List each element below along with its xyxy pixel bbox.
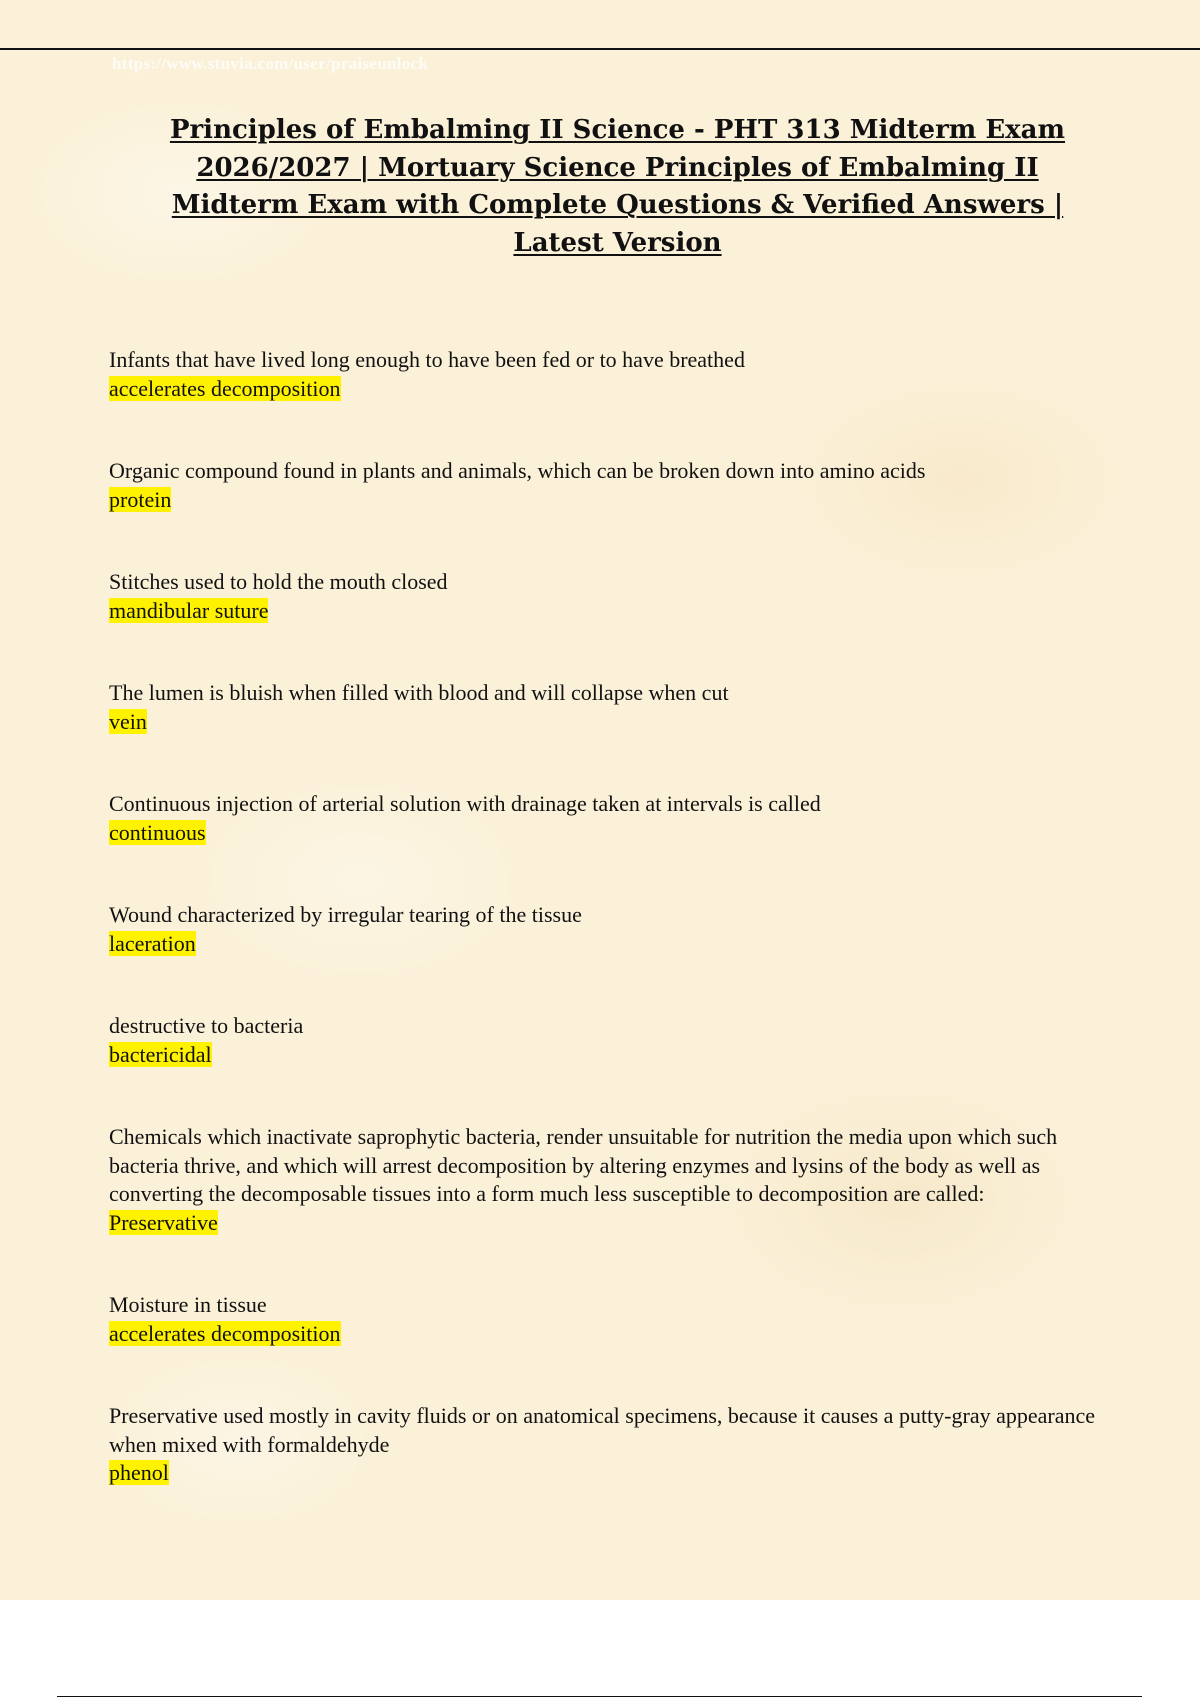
question-text: Wound characterized by irregular tearing of the tissue [109,902,582,927]
answer-highlight: protein [109,486,172,512]
document-title: Principles of Embalming II Science - PHT 313 Midterm Exam 2026/2027 | Mortuary Science Principles of Embalming II Midterm Exam with Complete Questions & Verified Answers | Latest Version [169,115,1066,258]
question-text: Chemicals which inactivate saprophytic bacteria, render unsuitable for nutrition the media upon which such bacteria thrive, and which will arrest decomposition by altering enzymes and lysins of the body as well as converting the decomposable tissues into a form much less susceptible to decomposition are called: [109,1124,1058,1206]
watermark-url: https://www.stuvia.com/user/praiseunlock [112,54,429,73]
question-text: Continuous injection of arterial solution with drainage taken at intervals is called [109,791,821,816]
answer-highlight: Preservative [109,1209,218,1235]
answer-highlight: bactericidal [109,1041,212,1067]
answer-highlight: laceration [109,930,196,956]
qa-item [109,790,1099,847]
header-divider [0,48,1200,50]
qa-item [109,346,1099,403]
answer-highlight: phenol [109,1460,169,1485]
question-text: Organic compound found in plants and animals, which can be broken down into amino acids [109,458,926,483]
qa-item [109,1012,1099,1069]
answer-highlight: accelerates decomposition [109,1320,341,1346]
answer-highlight: vein [109,708,147,734]
answer-highlight: mandibular suture [109,597,269,623]
question-text: Infants that have lived long enough to have been fed or to have breathed [109,347,745,372]
question-text: Stitches used to hold the mouth closed [109,569,448,594]
question-text: The lumen is bluish when filled with blood and will collapse when cut [109,680,729,705]
question-text: destructive to bacteria [109,1013,304,1038]
qa-item [109,679,1099,736]
qa-item [109,1291,1099,1348]
qa-item [109,1402,1099,1488]
footer-divider [57,1696,1142,1697]
answer-highlight: accelerates decomposition [109,375,341,401]
answer-highlight: continuous [109,819,206,845]
qa-item [109,457,1099,514]
qa-item [109,1123,1099,1237]
question-list [109,346,1099,1542]
question-text: Preservative used mostly in cavity fluids or on anatomical specimens, because it causes a putty-gray appearance when mixed with formaldehyde [109,1403,1095,1457]
qa-item [109,901,1099,958]
qa-item [109,568,1099,625]
question-text: Moisture in tissue [109,1292,267,1317]
